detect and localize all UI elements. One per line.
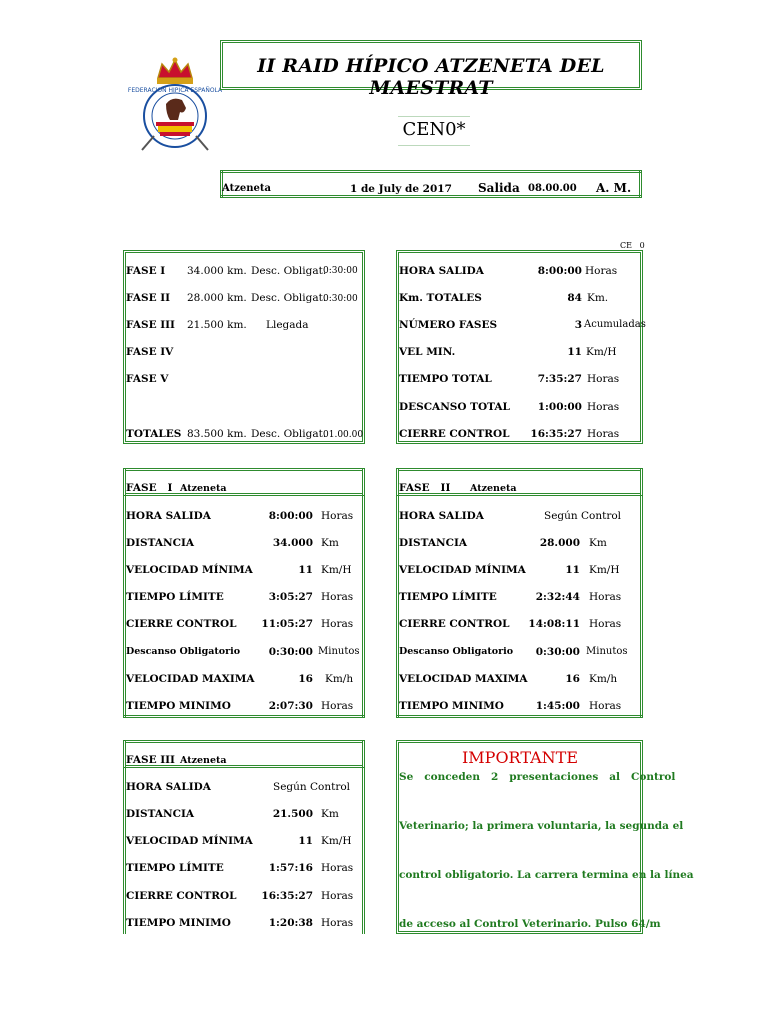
fase2-row-unit: Horas xyxy=(589,618,622,630)
totals-km: 83.500 km. xyxy=(187,428,247,440)
federation-logo xyxy=(127,56,223,156)
fase1-row-label: CIERRE CONTROL xyxy=(126,618,237,630)
fase1-row-value: 11:05:27 xyxy=(261,618,313,630)
ce-tag: CE 0 xyxy=(620,241,645,250)
info-am: A. M. xyxy=(596,181,632,195)
fase1-row-value: 16 xyxy=(298,673,313,685)
fase2-title: FASE II xyxy=(399,482,451,494)
general-row-label: DESCANSO TOTAL xyxy=(399,401,510,413)
general-row-value: 3 xyxy=(574,319,582,331)
general-row-unit: Acumuladas xyxy=(584,319,646,330)
fase1-row-label: VELOCIDAD MÍNIMA xyxy=(126,564,253,576)
important-line: Veterinario; la primera voluntaria, la segunda el xyxy=(399,820,684,832)
fase2-row-label: DISTANCIA xyxy=(399,537,467,549)
fase2-row-label: VELOCIDAD MÍNIMA xyxy=(399,564,526,576)
fase1-row-unit: Horas xyxy=(321,591,354,603)
important-title: IMPORTANTE xyxy=(461,748,579,767)
important-line: de acceso al Control Veterinario. Pulso 64/m xyxy=(399,918,661,930)
fase1-row-value: 2:07:30 xyxy=(268,700,313,712)
fase2-row-value: 11 xyxy=(565,564,580,576)
general-row-label: HORA SALIDA xyxy=(399,265,484,277)
fase2-row-value: 14:08:11 xyxy=(528,618,580,630)
general-row-label: Km. TOTALES xyxy=(399,292,482,304)
fase2-row-unit: Horas xyxy=(589,591,622,603)
fase2-place: Atzeneta xyxy=(470,483,517,494)
general-row-value: 11 xyxy=(567,346,582,358)
fase2-row-unit: Horas xyxy=(589,700,622,712)
fase1-row-label: Descanso Obligatorio xyxy=(126,646,241,657)
phase-row-time: 0:30:00 xyxy=(323,266,358,276)
general-row-label: NÚMERO FASES xyxy=(399,319,498,331)
fase1-row-unit: Km/H xyxy=(321,564,352,576)
fase2-row-unit: Km/H xyxy=(589,564,620,576)
fase3-title: FASE III xyxy=(126,754,175,766)
general-row-unit: Km/H xyxy=(586,346,617,358)
general-row-unit: Horas xyxy=(587,373,620,385)
fase1-row-value: 0:30:00 xyxy=(268,646,313,658)
fase3-row-value: Según Control xyxy=(273,781,351,793)
title-box xyxy=(220,40,642,99)
fase3-row-unit: Horas xyxy=(321,862,354,874)
phase-row-time: 0:30:00 xyxy=(323,294,358,304)
general-row-label: TIEMPO TOTAL xyxy=(399,373,492,385)
important-line: control obligatorio. La carrera termina en la línea xyxy=(399,869,694,881)
general-row-label: VEL MIN. xyxy=(399,346,456,358)
fase3-row-unit: Km xyxy=(321,808,339,820)
fase2-row-label: TIEMPO MINIMO xyxy=(399,700,504,712)
fase1-row-label: TIEMPO LÍMITE xyxy=(126,591,224,603)
general-row-value: 8:00:00 xyxy=(537,265,582,277)
fase2-row-value: 1:45:00 xyxy=(535,700,580,712)
fase2-row-value: 28.000 xyxy=(539,537,580,549)
general-row-value: 84 xyxy=(567,292,582,304)
fase2-row-label: Descanso Obligatorio xyxy=(399,646,514,657)
fase3-row-label: VELOCIDAD MÍNIMA xyxy=(126,835,253,847)
fase1-row-label: VELOCIDAD MAXIMA xyxy=(126,673,255,685)
phase-row-label: FASE II xyxy=(126,292,171,304)
fase1-row-value: 34.000 xyxy=(272,537,313,549)
info-salida-time: 08.00.00 xyxy=(528,183,577,194)
general-row-unit: Km. xyxy=(587,292,609,304)
fase2-row-value: 0:30:00 xyxy=(535,646,580,658)
general-row-value: 7:35:27 xyxy=(537,373,582,385)
fase1-row-unit: Minutos xyxy=(318,646,360,657)
general-row-label: CIERRE CONTROL xyxy=(399,428,510,440)
fase2-row-value: Según Control xyxy=(544,510,622,522)
category-box xyxy=(398,116,470,146)
fase1-row-unit: Km xyxy=(321,537,339,549)
fase1-row-unit: Km/h xyxy=(325,673,354,685)
info-location: Atzeneta xyxy=(222,183,271,194)
fase3-row-value: 1:20:38 xyxy=(268,917,313,929)
fase3-row-value: 1:57:16 xyxy=(268,862,313,874)
fase1-title: FASE I xyxy=(126,482,173,494)
page-title: II RAID HÍPICO ATZENETA DEL MAESTRAT xyxy=(257,55,605,99)
fase3-place: Atzeneta xyxy=(180,755,227,766)
svg-text:FEDERACION HIPICA ESPAÑOLA: FEDERACION HIPICA ESPAÑOLA xyxy=(127,87,223,94)
phase-row-km: 21.500 km. xyxy=(187,319,247,331)
fase1-row-unit: Horas xyxy=(321,510,354,522)
fase3-row-label: DISTANCIA xyxy=(126,808,194,820)
phase-row-desc: Desc. Obligat. xyxy=(251,265,327,277)
fase1-row-value: 8:00:00 xyxy=(268,510,313,522)
fase3-row-unit: Horas xyxy=(321,917,354,929)
fase3-row-unit: Horas xyxy=(321,890,354,902)
general-row-unit: Horas xyxy=(585,265,618,277)
fase3-row-label: TIEMPO MINIMO xyxy=(126,917,231,929)
general-row-value: 1:00:00 xyxy=(537,401,582,413)
category-label: CEN0* xyxy=(402,119,466,140)
important-box xyxy=(396,740,694,934)
fase1-row-label: DISTANCIA xyxy=(126,537,194,549)
info-bar xyxy=(220,170,642,198)
phase-row-desc: Desc. Obligat. xyxy=(251,292,327,304)
phase-row-label: FASE I xyxy=(126,265,166,277)
general-row-unit: Horas xyxy=(587,428,620,440)
fase3-row-value: 21.500 xyxy=(272,808,313,820)
fase1-row-value: 3:05:27 xyxy=(268,591,313,603)
info-salida-label: Salida xyxy=(478,181,520,195)
fase1-row-label: TIEMPO MINIMO xyxy=(126,700,231,712)
totals-time: 01.00.00 xyxy=(323,430,364,440)
info-date: 1 de July de 2017 xyxy=(350,183,452,195)
fase2-row-label: TIEMPO LÍMITE xyxy=(399,591,497,603)
fase1-row-unit: Horas xyxy=(321,700,354,712)
fase2-row-unit: Minutos xyxy=(586,646,628,657)
fase2-row-value: 16 xyxy=(565,673,580,685)
phase-row-km: 28.000 km. xyxy=(187,292,247,304)
fase3-row-label: TIEMPO LÍMITE xyxy=(126,862,224,874)
fase1-row-unit: Horas xyxy=(321,618,354,630)
fase3-row-unit: Km/H xyxy=(321,835,352,847)
fase2-row-unit: Km xyxy=(589,537,607,549)
fase3-row-label: CIERRE CONTROL xyxy=(126,890,237,902)
totals-label: TOTALES xyxy=(126,428,182,440)
phase-row-label: FASE V xyxy=(126,373,169,385)
phase-row-desc: Llegada xyxy=(266,319,309,331)
phase-row-km: 34.000 km. xyxy=(187,265,247,277)
fase2-row-label: CIERRE CONTROL xyxy=(399,618,510,630)
fase1-place: Atzeneta xyxy=(180,483,227,494)
phase-row-label: FASE IV xyxy=(126,346,174,358)
fase2-row-label: HORA SALIDA xyxy=(399,510,484,522)
important-line: Se conceden 2 presentaciones al Control xyxy=(399,771,676,783)
fase1-row-value: 11 xyxy=(298,564,313,576)
fase3-row-value: 16:35:27 xyxy=(261,890,313,902)
phase-row-label: FASE III xyxy=(126,319,175,331)
fase1-row-label: HORA SALIDA xyxy=(126,510,211,522)
fase2-row-label: VELOCIDAD MAXIMA xyxy=(399,673,528,685)
fase3-row-value: 11 xyxy=(298,835,313,847)
fase2-row-value: 2:32:44 xyxy=(535,591,580,603)
general-row-unit: Horas xyxy=(587,401,620,413)
fase3-row-label: HORA SALIDA xyxy=(126,781,211,793)
totals-desc: Desc. Obligat. xyxy=(251,428,327,440)
fase2-row-unit: Km/h xyxy=(589,673,618,685)
general-row-value: 16:35:27 xyxy=(530,428,582,440)
